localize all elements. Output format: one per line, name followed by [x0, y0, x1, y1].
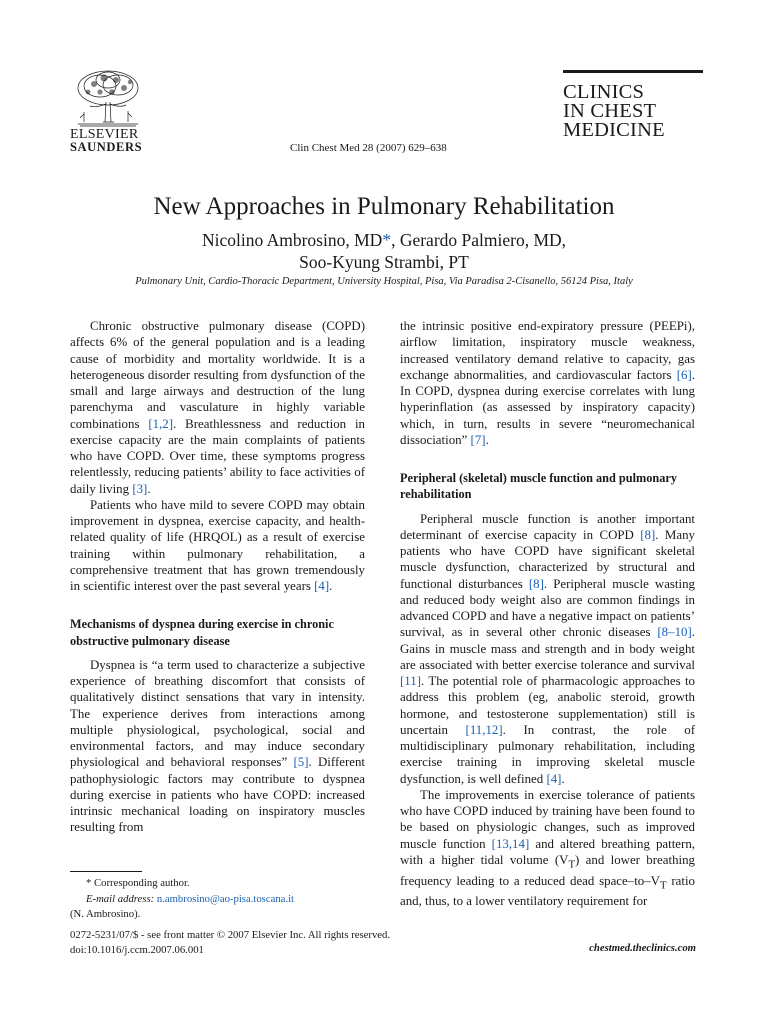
publisher-name — [70, 128, 160, 154]
text-run: . Many patients who have COPD have significant skeletal muscle dysfunction, characterized by structural and functional disturbances — [400, 527, 695, 591]
text-run: . In contrast, the role of multidisciplinary pulmonary rehabilitation, including exercise training in improving skeletal muscle dysfunction, is well defined — [400, 722, 695, 786]
text-run: Patients who have mild to severe COPD may obtain improvement in dyspnea, exercise capacity, and health-related quality of life (HRQOL) as a result of exercise training within pulmonary rehabilitation, a comprehensive treatment that has grown tremendously in scientific interest over the past several years — [70, 497, 365, 593]
email-label: E-mail address: — [86, 892, 155, 905]
citation-link[interactable]: [13,14] — [491, 836, 530, 851]
text-run: the intrinsic positive end-expiratory pressure (PEEPi), airflow limitation, inspiratory muscle weakness, increased ventilatory demand relative to capacity, gas exchange abnormalities, and cardiovascular factors — [400, 319, 695, 382]
text-run: Peripheral muscle function is another important determinant of exercise capacity in COPD — [400, 511, 695, 542]
text-run: . — [147, 481, 151, 496]
paragraph — [400, 511, 695, 787]
text-run: The improvements in exercise tolerance of patients who have COPD induced by training have been found to be based on physiologic changes, such as improved muscle function — [400, 787, 695, 851]
paragraph — [70, 318, 365, 497]
authors-line-1 — [0, 229, 768, 251]
copyright-block — [70, 928, 390, 958]
citation-link[interactable]: [8] — [528, 576, 544, 591]
journal-citation: Clin Chest Med 28 (2007) 629–638 — [290, 142, 447, 154]
journal-title-line-1: CLINICS — [563, 81, 645, 103]
journal-title — [563, 70, 703, 140]
citation-link[interactable]: [1,2] — [148, 416, 174, 431]
section-heading: Mechanisms of dyspnea during exercise in chronic obstructive pulmonary disease — [70, 617, 334, 648]
text-run: . In COPD, dyspnea during exercise correlates with lung hyperinflation (as assessed by inspiratory capacity) which, in turn, results in severe “neuromechanical dissociation” — [400, 367, 695, 447]
section-heading: Peripheral (skeletal) muscle function and pulmonary rehabilitation — [400, 471, 678, 502]
body-column-right — [400, 318, 695, 910]
citation-link[interactable]: [8] — [640, 527, 656, 542]
doi: doi:10.1016/j.ccm.2007.06.001 — [70, 944, 204, 956]
text-run: . — [485, 432, 489, 447]
citation-link[interactable]: [6] — [676, 367, 692, 382]
citation-link[interactable]: [5] — [293, 755, 309, 770]
journal-title-line-3: MEDICINE — [563, 119, 665, 141]
author-palmiero: , Gerardo Palmiero, MD, — [391, 230, 567, 250]
subscript: T — [659, 879, 667, 892]
article-title: New Approaches in Pulmonary Rehabilitation — [153, 193, 615, 220]
text-run: . Breathlessness and reduction in exercise capacity are the main complaints of patients who have COPD. Over time, these symptoms progress relentlessly, reducing patients’ ability to face activities of daily living — [70, 416, 365, 496]
copyright-notice: 0272-5231/07/$ - see front matter © 2007 Elsevier Inc. All rights reserved. — [70, 929, 391, 941]
author-list — [0, 229, 768, 273]
corresponding-author-link[interactable]: * — [382, 230, 392, 250]
subscript: T — [568, 858, 576, 871]
journal-title-line-2: IN CHEST — [563, 100, 657, 122]
publisher-line-1: ELSEVIER — [70, 127, 139, 142]
paragraph — [400, 318, 695, 448]
text-run: . Peripheral muscle wasting and reduced body weight also are common findings in advanced COPD and have a negative impact on patients’ survival, as in several other chronic diseases — [400, 576, 695, 640]
text-run: ) and lower breathing frequency leading to a reduced dead space–to–V — [400, 852, 695, 888]
email-link[interactable]: n.ambrosino@ao-pisa.toscana.it — [156, 892, 295, 905]
text-run: Dyspnea is “a term used to characterize a subjective experience of breathing discomfort that consists of qualitatively distinct sensations that vary in intensity. The experience derives from interactions among multiple physiological, psychological, social and environmental factors, and may induce secondary physiological and behavioral responses” — [70, 657, 365, 770]
paragraph — [70, 657, 365, 836]
citation-link[interactable]: [11] — [400, 674, 421, 688]
paragraph — [400, 787, 695, 910]
elsevier-tree-logo — [70, 68, 146, 130]
citation-link[interactable]: [8–10] — [657, 625, 692, 640]
footnote — [70, 876, 380, 923]
author-ambrosino: Nicolino Ambrosino, MD — [201, 230, 383, 250]
citation-link[interactable]: [11,12] — [465, 722, 503, 737]
text-run: Chronic obstructive pulmonary disease (COPD) affects 6% of the general population and is a leading cause of morbidity and mortality worldwide. It is a heterogeneous disorder resulting from dysfunction of the small and large airways and destruction of the lung parenchyma and vasculature in highly variable combinations — [70, 319, 365, 431]
author-affiliation: Pulmonary Unit, Cardio-Thoracic Department, University Hospital, Pisa, Via Paradisa 2-Cisanello, 56124 Pisa, Italy — [135, 276, 633, 287]
text-run: . The potential role of pharmacologic approaches to address this problem (eg, anabolic steroid, growth hormone, and testosterone supplementation) still is uncertain — [400, 674, 695, 737]
publisher-line-2: SAUNDERS — [70, 140, 143, 154]
paragraph — [70, 497, 365, 595]
footnote-corresponding-author: * Corresponding author. — [86, 877, 190, 889]
footnote-divider — [70, 871, 142, 872]
text-run: and altered breathing pattern, with a higher tidal volume (V — [400, 836, 695, 867]
citation-link[interactable]: [3] — [132, 481, 148, 496]
journal-website[interactable]: chestmed.theclinics.com — [589, 942, 696, 954]
body-column-left — [70, 318, 365, 836]
citation-link[interactable]: [7] — [470, 432, 486, 447]
footnote-author-name: (N. Ambrosino). — [70, 908, 141, 920]
text-run: ratio and, thus, to a lower ventilatory requirement for — [400, 873, 695, 909]
footnote-email-line — [70, 892, 380, 908]
citation-link[interactable]: [4] — [314, 579, 330, 593]
text-run: . Different pathophysiologic factors may contribute to dyspnea during exercise in patients who have COPD: increased intrinsic mechanical loading on inspiratory muscles resulting from — [70, 755, 365, 835]
text-run: . — [561, 771, 565, 786]
text-run: . — [329, 579, 333, 593]
citation-link[interactable]: [4] — [546, 771, 562, 786]
text-run: . Gains in muscle mass and strength and in body weight are associated with better exercise tolerance and survival — [400, 625, 695, 672]
authors-line-2: Soo-Kyung Strambi, PT — [299, 252, 469, 272]
